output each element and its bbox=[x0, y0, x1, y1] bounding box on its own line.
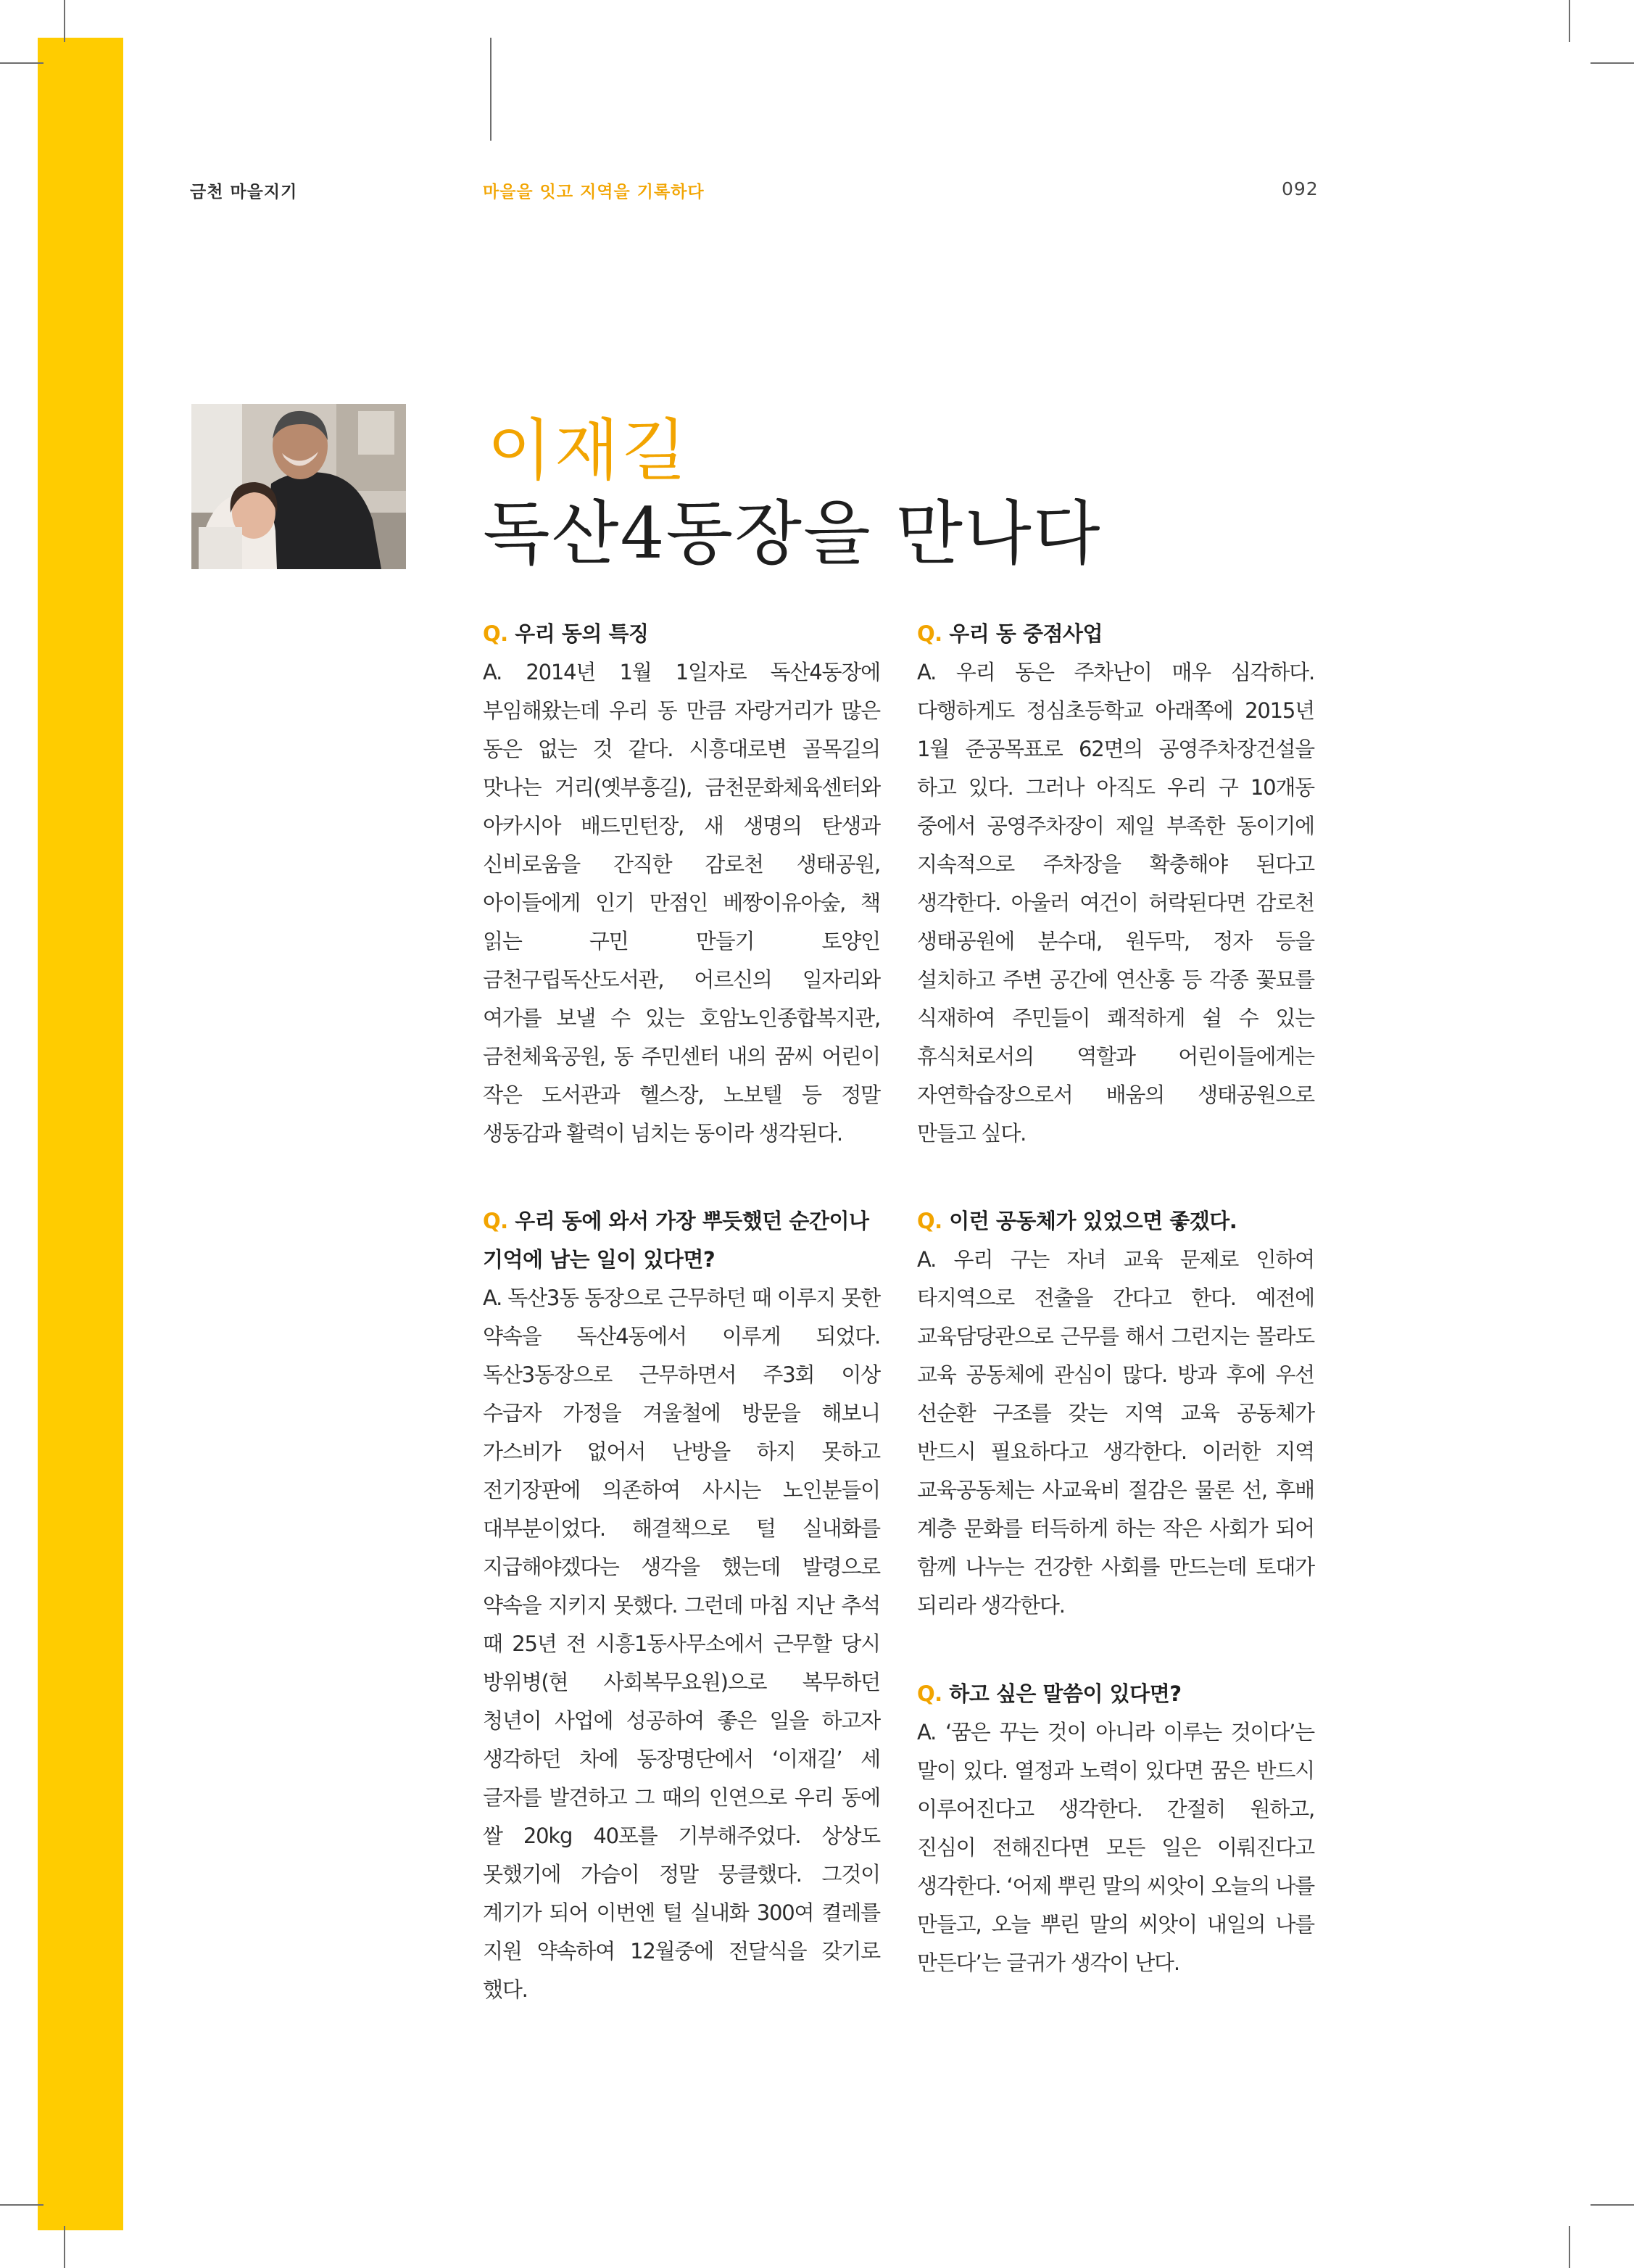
fold-mark bbox=[490, 38, 492, 141]
article-title: 독산4동장을 만나다 bbox=[483, 493, 1102, 574]
qa-section-community bbox=[917, 1202, 1314, 1625]
running-header-title: 마을을 잇고 지역을 기록하다 bbox=[483, 183, 705, 202]
question-heading bbox=[917, 1202, 1314, 1241]
question-text: 우리 동에 와서 가장 뿌듯했던 순간이나 기억에 남는 일이 있다면? bbox=[483, 1209, 869, 1272]
answer-text: A. ‘꿈은 꾸는 것이 아니라 이루는 것이다’는 말이 있다. 열정과 노력이 있다면 꿈은 반드시 이루어진다고 생각한다. 간절히 원하고, 진심이 전해진다면 모든 일은 이뤄진다고 생각한다. ‘어제 뿌린 말의 씨앗이 오늘의 나를 만들고, 오늘 뿌린 말의 씨앗이 내일의 나를 만든다’는 글귀가 생각이 난다. bbox=[917, 1720, 1314, 1975]
qa-section-features bbox=[483, 615, 880, 1153]
q-mark: Q. bbox=[483, 1209, 508, 1233]
answer-text: A. 우리 구는 자녀 교육 문제로 인하여 타지역으로 전출을 간다고 한다. 예전에 교육담당관으로 근무를 해서 그런지는 몰라도 교육 공동체에 관심이 많다. 방과 후에 우선 선순환 구조를 갖는 지역 교육 공동체가 반드시 필요하다고 생각한다. 이러한 지역 교육공동체는 사교육비 절감은 물론 선, 후배 계층 문화를 터득하게 하는 작은 사회가 되어 함께 나누는 건강한 사회를 만드는데 토대가 되리라 생각한다. bbox=[917, 1247, 1314, 1618]
question-heading bbox=[917, 615, 1314, 653]
question-text: 우리 동의 특징 bbox=[515, 621, 649, 646]
question-heading bbox=[483, 615, 880, 653]
question-heading bbox=[483, 1202, 880, 1279]
question-text: 하고 싶은 말씀이 있다면? bbox=[949, 1681, 1182, 1706]
question-heading bbox=[917, 1675, 1314, 1713]
answer-text: A. 우리 동은 주차난이 매우 심각하다. 다행하게도 정심초등학교 아래쪽에 2015년 1월 준공목표로 62면의 공영주차장건설을 하고 있다. 그러나 아직도 우리 구 10개동 중에서 공영주차장이 제일 부족한 동이기에 지속적으로 주차장을 확충해야 된다고 생각한다. 아울러 여건이 허락된다면 감로천 생태공원에 분수대, 원두막, 정자 등을 설치하고 주변 공간에 연산홍 등 각종 꽃묘를 식재하여 주민들이 쾌적하게 쉴 수 있는 휴식처로서의 역할과 어린이들에게는 자연학습장으로서 배움의 생태공원으로 만들고 싶다. bbox=[917, 660, 1314, 1146]
question-text: 우리 동 중점사업 bbox=[949, 621, 1103, 646]
page-number: 092 bbox=[1282, 178, 1319, 199]
crop-mark bbox=[1569, 0, 1570, 42]
crop-mark bbox=[0, 2204, 43, 2206]
running-header-section: 금천 마을지기 bbox=[190, 183, 298, 202]
crop-mark bbox=[0, 62, 43, 64]
crop-mark bbox=[1591, 2204, 1634, 2206]
portrait-photo bbox=[191, 404, 406, 569]
portrait-illustration bbox=[191, 404, 406, 569]
q-mark: Q. bbox=[483, 621, 508, 646]
answer-text: A. 2014년 1월 1일자로 독산4동장에 부임해왔는데 우리 동 만큼 자랑거리가 많은 동은 없는 것 같다. 시흥대로변 골목길의 맛나는 거리(옛부흥길), 금천문화체육센터와 아카시아 배드민턴장, 새 생명의 탄생과 신비로움을 간직한 감로천 생태공원, 아이들에게 인기 만점인 베짱이유아숲, 책 읽는 구민 만들기 토양인 금천구립독산도서관, 어르신의 일자리와 여가를 보낼 수 있는 호암노인종합복지관, 금천체육공원, 동 주민센터 내의 꿈씨 어린이 작은 도서관과 헬스장, 노보텔 등 정말 생동감과 활력이 넘치는 동이라 생각된다. bbox=[483, 660, 880, 1146]
crop-mark bbox=[1569, 2226, 1570, 2268]
qa-section-proud-moment bbox=[483, 1202, 880, 2009]
answer-text: A. 독산3동 동장으로 근무하던 때 이루지 못한 약속을 독산4동에서 이루게 되었다. 독산3동장으로 근무하면서 주3회 이상 수급자 가정을 겨울철에 방문을 해보니 가스비가 없어서 난방을 하지 못하고 전기장판에 의존하여 사시는 노인분들이 대부분이었다. 해결책으로 털 실내화를 지급해야겠다는 생각을 했는데 발령으로 약속을 지키지 못했다. 그런데 마침 지난 추석 때 25년 전 시흥1동사무소에서 근무할 당시 방위병(현 사회복무요원)으로 복무하던 청년이 사업에 성공하여 좋은 일을 하고자 생각하던 차에 동장명단에서 ‘이재길’ 세 글자를 발견하고 그 때의 인연으로 우리 동에 쌀 20kg 40포를 기부해주었다. 상상도 못했기에 가슴이 정말 뭉클했다. 그것이 계기가 되어 이번엔 털 실내화 300여 켤레를 지원 약속하여 12월중에 전달식을 갖기로 했다. bbox=[483, 1286, 880, 2002]
q-mark: Q. bbox=[917, 1681, 942, 1706]
q-mark: Q. bbox=[917, 621, 942, 646]
crop-mark bbox=[64, 0, 65, 42]
yellow-side-band bbox=[38, 38, 123, 2230]
crop-mark bbox=[64, 2226, 65, 2268]
q-mark: Q. bbox=[917, 1209, 942, 1233]
question-text: 이런 공동체가 있었으면 좋겠다. bbox=[949, 1209, 1237, 1233]
interviewee-name: 이재길 bbox=[487, 412, 689, 489]
qa-section-key-projects bbox=[917, 615, 1314, 1153]
qa-section-final-words bbox=[917, 1675, 1314, 1982]
crop-mark bbox=[1591, 62, 1634, 64]
